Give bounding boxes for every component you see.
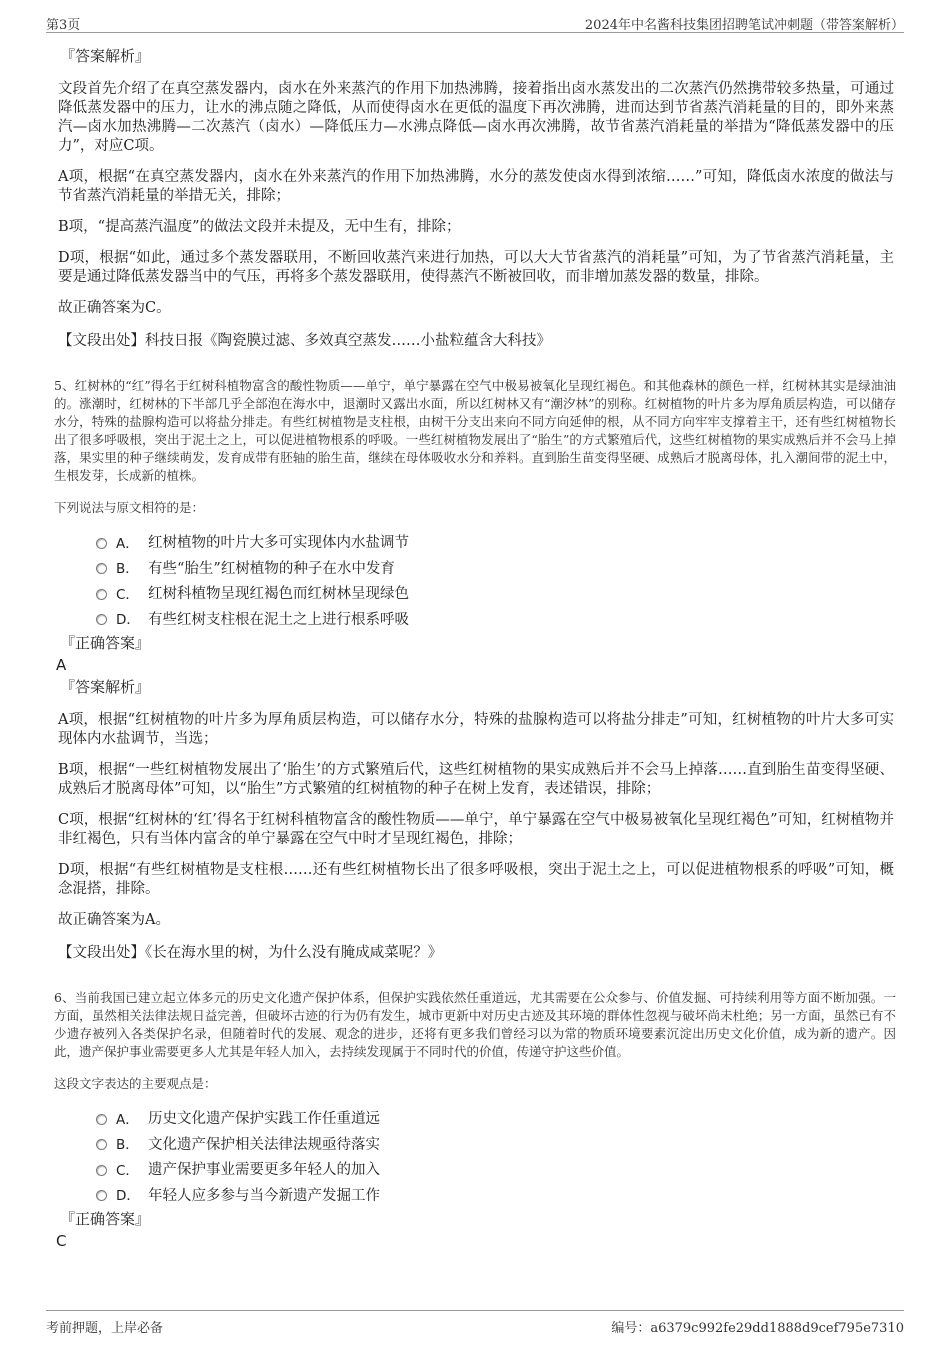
option-a[interactable] bbox=[96, 529, 894, 555]
option-b[interactable] bbox=[96, 555, 894, 581]
question-5-options bbox=[96, 529, 894, 631]
analysis-paragraph: A项，根据“红树植物的叶片多为厚角质层构造，可以储存水分，特殊的盐腺构造可以将盐分排走”可知，红树植物的叶片大多可实现体内水盐调节，当选； bbox=[58, 712, 894, 747]
option-text: 红树科植物呈现红褐色而红树林呈现绿色 bbox=[148, 586, 409, 603]
option-a[interactable] bbox=[96, 1105, 894, 1131]
document-code: 编号：a6379c992fe29dd1888d9cef795e7310 bbox=[611, 1321, 904, 1336]
option-text: 历史文化遗产保护实践工作任重道远 bbox=[148, 1111, 380, 1128]
option-d[interactable] bbox=[96, 606, 894, 632]
question-6-prompt: 这段文字表达的主要观点是： bbox=[54, 1076, 217, 1091]
analysis-paragraph: D项，根据“有些红树植物是支柱根……还有些红树植物长出了很多呼吸根，突出于泥土之上，可以促进植物根系的呼吸”可知，概念混搭，排除。 bbox=[58, 862, 894, 897]
option-c[interactable] bbox=[96, 580, 894, 606]
option-letter: B． bbox=[116, 561, 139, 578]
option-letter: A． bbox=[116, 1111, 139, 1128]
option-text: 文化遗产保护相关法律法规亟待落实 bbox=[148, 1136, 380, 1153]
option-text: 年轻人应多参与当今新遗产发掘工作 bbox=[148, 1187, 380, 1204]
page-number: 第3页 bbox=[46, 18, 81, 33]
correct-answer-label: 『正确答案』 bbox=[60, 634, 151, 652]
radio-icon[interactable] bbox=[96, 538, 107, 549]
question-5-text: 5、红树林的“红”得名于红树科植物富含的酸性物质——单宁，单宁暴露在空气中极易被氧化呈现红褐色。和其他森林的颜色一样，红树林其实是绿油油的。涨潮时，红树林的下半部几乎全部泡在海水中，退潮时又露出水面，所以红树林又有“潮汐林”的别称。红树植物的叶片多为厚角质层构造，可以储存水分，特殊的盐腺构造可以将盐分排走。有些红树植物是支柱根，由树干分支出来向不同方向延伸的根，从不同方向牢牢支撑着主干，还有些红树植物长出了很多呼吸根，突出于泥土之上，可以促进植物根系的呼吸。一些红树植物发展出了“胎生”的方式繁殖后代，这些红树植物的果实成熟后并不会马上掉落，果实里的种子继续萌发，发育成带有胚轴的胎生苗，继续在母体吸收水分和养料。直到胎生苗变得坚硬、成熟后才脱离母体，扎入潮间带的泥土中，生根发芽，长成新的植株。 bbox=[54, 378, 896, 483]
text-source: 【文段出处】科技日报《陶瓷膜过滤、多效真空蒸发……小盐粒蕴含大科技》 bbox=[58, 333, 551, 349]
analysis-paragraph: 文段首先介绍了在真空蒸发器内，卤水在外来蒸汽的作用下加热沸腾，接着指出卤水蒸发出的二次蒸汽仍然携带较多热量，可通过降低蒸发器中的压力，让水的沸点随之降低，从而使得卤水在更低的温度下再次沸腾，进而达到节省蒸汽消耗量的目的，即外来蒸汽—卤水加热沸腾—二次蒸汽（卤水）—降低压力—水沸点降低—卤水再次沸腾，故节省蒸汽消耗量的举措为“降低蒸发器中的压力”，对应C项。 bbox=[58, 81, 894, 154]
document-title: 2024年中名酱科技集团招聘笔试冲刺题（带答案解析） bbox=[584, 18, 904, 33]
analysis-conclusion: 故正确答案为C。 bbox=[58, 300, 171, 316]
option-letter: C． bbox=[116, 586, 139, 603]
radio-icon[interactable] bbox=[96, 589, 107, 600]
analysis-paragraph: A项，根据“在真空蒸发器内，卤水在外来蒸汽的作用下加热沸腾，水分的蒸发使卤水得到浓缩……”可知，降低卤水浓度的做法与节省蒸汽消耗量的举措无关，排除； bbox=[58, 169, 894, 204]
analysis-paragraph: D项，根据“如此，通过多个蒸发器联用，不断回收蒸汽来进行加热，可以大大节省蒸汽的消耗量”可知，为了节省蒸汽消耗量，主要是通过降低蒸发器当中的气压，再将多个蒸发器联用，使得蒸汽不断被回收，而非增加蒸发器的数量，排除。 bbox=[58, 250, 894, 285]
option-d[interactable] bbox=[96, 1182, 894, 1208]
option-letter: D． bbox=[116, 612, 140, 629]
page-footer bbox=[46, 1310, 904, 1335]
correct-answer-label: 『正确答案』 bbox=[60, 1210, 151, 1228]
radio-icon[interactable] bbox=[96, 1165, 107, 1176]
radio-icon[interactable] bbox=[96, 563, 107, 574]
option-letter: C． bbox=[116, 1162, 139, 1179]
option-letter: B． bbox=[116, 1137, 139, 1154]
analysis-label: 『答案解析』 bbox=[60, 47, 151, 65]
option-letter: A． bbox=[116, 535, 139, 552]
analysis-label: 『答案解析』 bbox=[60, 678, 151, 696]
analysis-paragraph: B项，根据“一些红树植物发展出了‘胎生’的方式繁殖后代，这些红树植物的果实成熟后并不会马上掉落……直到胎生苗变得坚硬、成熟后才脱离母体”可知，以“胎生”方式繁殖的红树植物的种子在树上发育，表述错误，排除； bbox=[58, 762, 894, 797]
option-text: 红树植物的叶片大多可实现体内水盐调节 bbox=[148, 535, 409, 552]
option-c[interactable] bbox=[96, 1156, 894, 1182]
option-text: 有些红树支柱根在泥土之上进行根系呼吸 bbox=[148, 611, 409, 628]
question-6-options bbox=[96, 1105, 894, 1207]
correct-answer: A bbox=[56, 656, 67, 674]
analysis-paragraph: B项，“提高蒸汽温度”的做法文段并未提及，无中生有，排除； bbox=[58, 219, 461, 235]
text-source: 【文段出处】《长在海水里的树，为什么没有腌成咸菜呢？》 bbox=[58, 945, 443, 961]
question-6-text: 6、当前我国已建立起立体多元的历史文化遗产保护体系，但保护实践依然任重道远，尤其需要在公众参与、价值发掘、可持续利用等方面不断加强。一方面，虽然相关法律法规日益完善，但破坏古迹的行为仍有发生，城市更新中对历史古迹及其环境的群体性忽视与破坏尚未杜绝；另一方面，虽然已有不少遗存被列入各类保护名录，但随着时代的发展、观念的进步，还将有更多我们曾经习以为常的物质环境要素沉淀出历史文化价值，成为新的遗产。因此，遗产保护事业需要更多人尤其是年轻人加入，去持续发现属于不同时代的价值，传递守护这些价值。 bbox=[54, 990, 896, 1059]
radio-icon[interactable] bbox=[96, 1114, 107, 1125]
option-text: 有些“胎生”红树植物的种子在水中发育 bbox=[148, 560, 395, 577]
option-b[interactable] bbox=[96, 1131, 894, 1157]
analysis-conclusion: 故正确答案为A。 bbox=[58, 912, 170, 928]
radio-icon[interactable] bbox=[96, 1190, 107, 1201]
footer-slogan: 考前押题，上岸必备 bbox=[46, 1321, 164, 1336]
radio-icon[interactable] bbox=[96, 614, 107, 625]
radio-icon[interactable] bbox=[96, 1139, 107, 1150]
question-5-prompt: 下列说法与原文相符的是： bbox=[54, 500, 205, 515]
analysis-paragraph: C项，根据“红树林的‘红’得名于红树科植物富含的酸性物质——单宁，单宁暴露在空气中极易被氧化呈现红褐色”可知，红树植物并非红褐色，只有当体内富含的单宁暴露在空气中时才呈现红褐色，排除； bbox=[58, 812, 894, 847]
option-letter: D． bbox=[116, 1188, 140, 1205]
option-text: 遗产保护事业需要更多年轻人的加入 bbox=[148, 1162, 380, 1179]
document-body bbox=[56, 40, 894, 1251]
correct-answer: C bbox=[56, 1232, 67, 1250]
page-header bbox=[46, 12, 904, 33]
